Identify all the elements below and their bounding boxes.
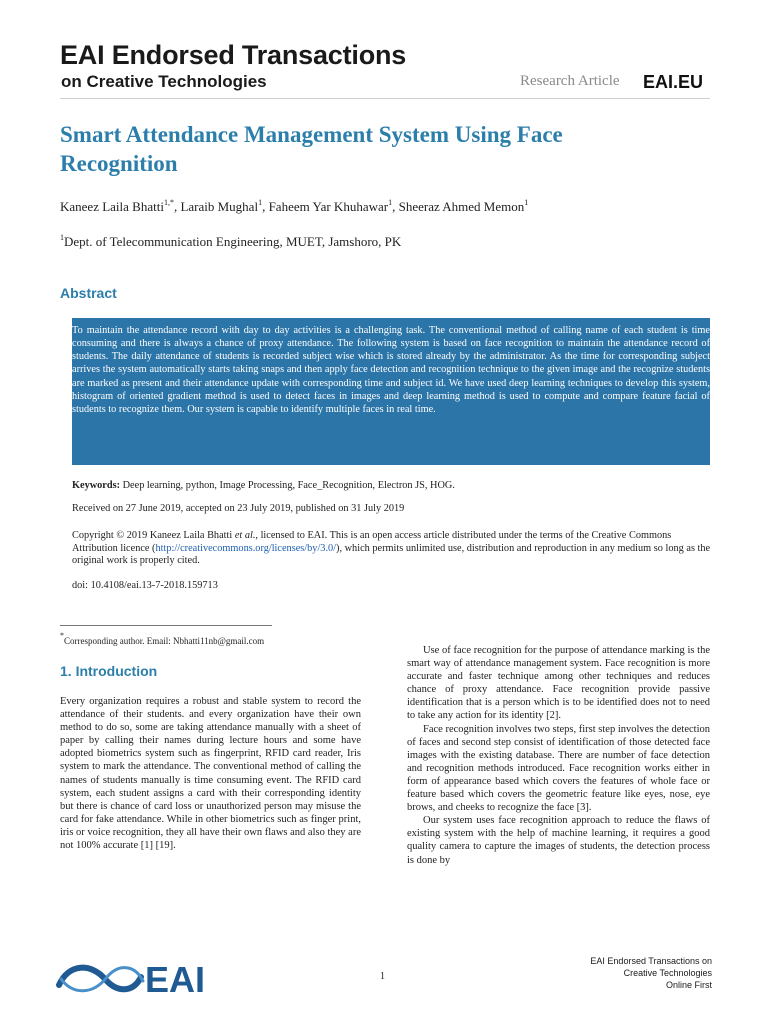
footnote [60,631,264,646]
affiliation [60,233,401,250]
right-column [407,644,710,867]
footer-line: EAI Endorsed Transactions on [590,956,712,966]
affiliation-text: Dept. of Telecommunication Engineering, MUET, Jamshoro, PK [64,234,402,249]
author-name: Sheeraz Ahmed Memon [398,199,525,214]
paragraph: Our system uses face recognition approach to reduce the flaws of existing system with the help of machine learning, it requires a good quality camera to capture the images of students, the detection process is done by [407,815,710,866]
author-sup: 1 [258,198,263,207]
article-type: Research Article [520,73,620,89]
copyright-notice [72,530,712,568]
copyright-post: ), which permits unlimited use, distribution and reproduction in any medium so long as the original work is properly cited. [72,542,711,566]
paragraph: Use of face recognition for the purpose of attendance marking is the smart way of attendance management system. Face recognition is more accurate and faster technique among other techniques and reduces chance of proxy attendance. Face recognition provide passive identification that is a person which is to be identified does not to need to take any action for its identity [2]. [407,645,710,722]
section-heading-introduction: 1. Introduction [60,663,158,679]
author-sup: 1 [388,198,393,207]
author-list: Kaneez Laila Bhatti$^{1,*}$, Laraib Mughal$^1$, Faheem Yar Khuhawar$^1$, Sheeraz Ahmed Memon$^1$ [60,198,529,214]
footnote-sup: * [60,631,64,640]
license-link[interactable]: http://creativecommons.org/licenses/by/3.0/ [155,542,337,554]
eai-logo [55,955,220,999]
abstract-box [72,318,710,465]
footnote-text: Corresponding author. Email: Nbhatti11nb@gmail.com [64,636,265,646]
footer-line: Creative Technologies [623,968,712,978]
footnote-divider [60,625,272,626]
doi: doi: 10.4108/eai.13-7-2018.159713 [72,580,218,591]
paragraph: Face recognition involves two steps, first step involves the detection of faces and second step consist of identification of those detected face images with the existing database. There are number of face detection and recognition methods introduced. Face recognition works either in form of appearance based which covers the features of whole face or feature based which covers the geometric feature like eyes, nose, eye brows, and cheeks to recognize the face [3]. [407,723,710,814]
keywords-text: Deep learning, python, Image Processing, Face_Recognition, Electron JS, HOG. [122,480,455,491]
received-dates: Received on 27 June 2019, accepted on 23 July 2019, published on 31 July 2019 [72,503,405,514]
logo-text: EAI [145,959,206,999]
infinity-swoosh-icon [59,968,143,991]
footer-line: Online First [665,980,712,990]
page-number: 1 [380,971,385,982]
copyright-etal: et al. [234,530,256,541]
journal-title: EAI Endorsed Transactions [60,40,407,70]
abstract-text: To maintain the attendance record with day to day activities is a challenging task. The conventional method of calling name of each student is time consuming and there is always a chance of proxy attendance. The following system is based on face recognition to maintain the attendance record of students. The daily attendance of students is recorded subject wise which is stored already by the administrator. As the time for corresponding subject arrives the system automatically starts taking snaps and then apply face detection and recognition technique to the given image and the recognize students are marked as present and their attendance update with corresponding time and subject id. We have used deep learning techniques to develop this system, histogram of oriented gradient method is used to detect faces in images and deep learning method is used to compute and compare feature facial of students to recognize them. Our system is capable to identify multiple faces in real time. [72,325,710,415]
keywords [72,480,455,491]
paper-title: Smart Attendance Management System Using Face Recognition [60,122,563,176]
copyright-mid: , licensed to EAI. This is an open access article distributed under the terms of the Creative Commons Attribution licence ( [72,530,672,554]
paragraph: Every organization requires a robust and stable system to record the attendance of their students. and every organization have their own method to do so, some are taking attendance manually with a sheet of paper by calling their names during lecture hours and some have adopted biometrics system such as fingerprint, RFID card reader, Iris system to mark the attendance. The conventional method of calling the names of students manually is time consuming event. The RFID card system, each student assigns a card with their corresponding identity but there is chance of card loss or unauthorized person may misuse the card for fake attendance. While in other biometrics such as finger print, iris or voice recognition, they all have their own flaws and also they are not 100% accurate [1] [19]. [60,696,361,852]
author-name: Faheem Yar Khuhawar [268,199,389,214]
author-sup: 1,* [163,198,174,207]
journal-subtitle: on Creative Technologies [61,72,267,91]
left-column [60,695,361,852]
brand-eai-eu: EAI.EU [643,72,704,92]
author-sup: 1 [524,198,529,207]
affiliation-sup: 1 [60,233,64,242]
author-name: Kaneez Laila Bhatti [60,199,164,214]
copyright-pre: Copyright © 2019 Kaneez Laila Bhatti [72,530,233,541]
author-name: Laraib Mughal [180,199,259,214]
keywords-label: Keywords: [72,480,121,491]
abstract-heading: Abstract [60,285,117,301]
footer-journal-info [540,955,712,991]
header-divider [60,98,710,99]
